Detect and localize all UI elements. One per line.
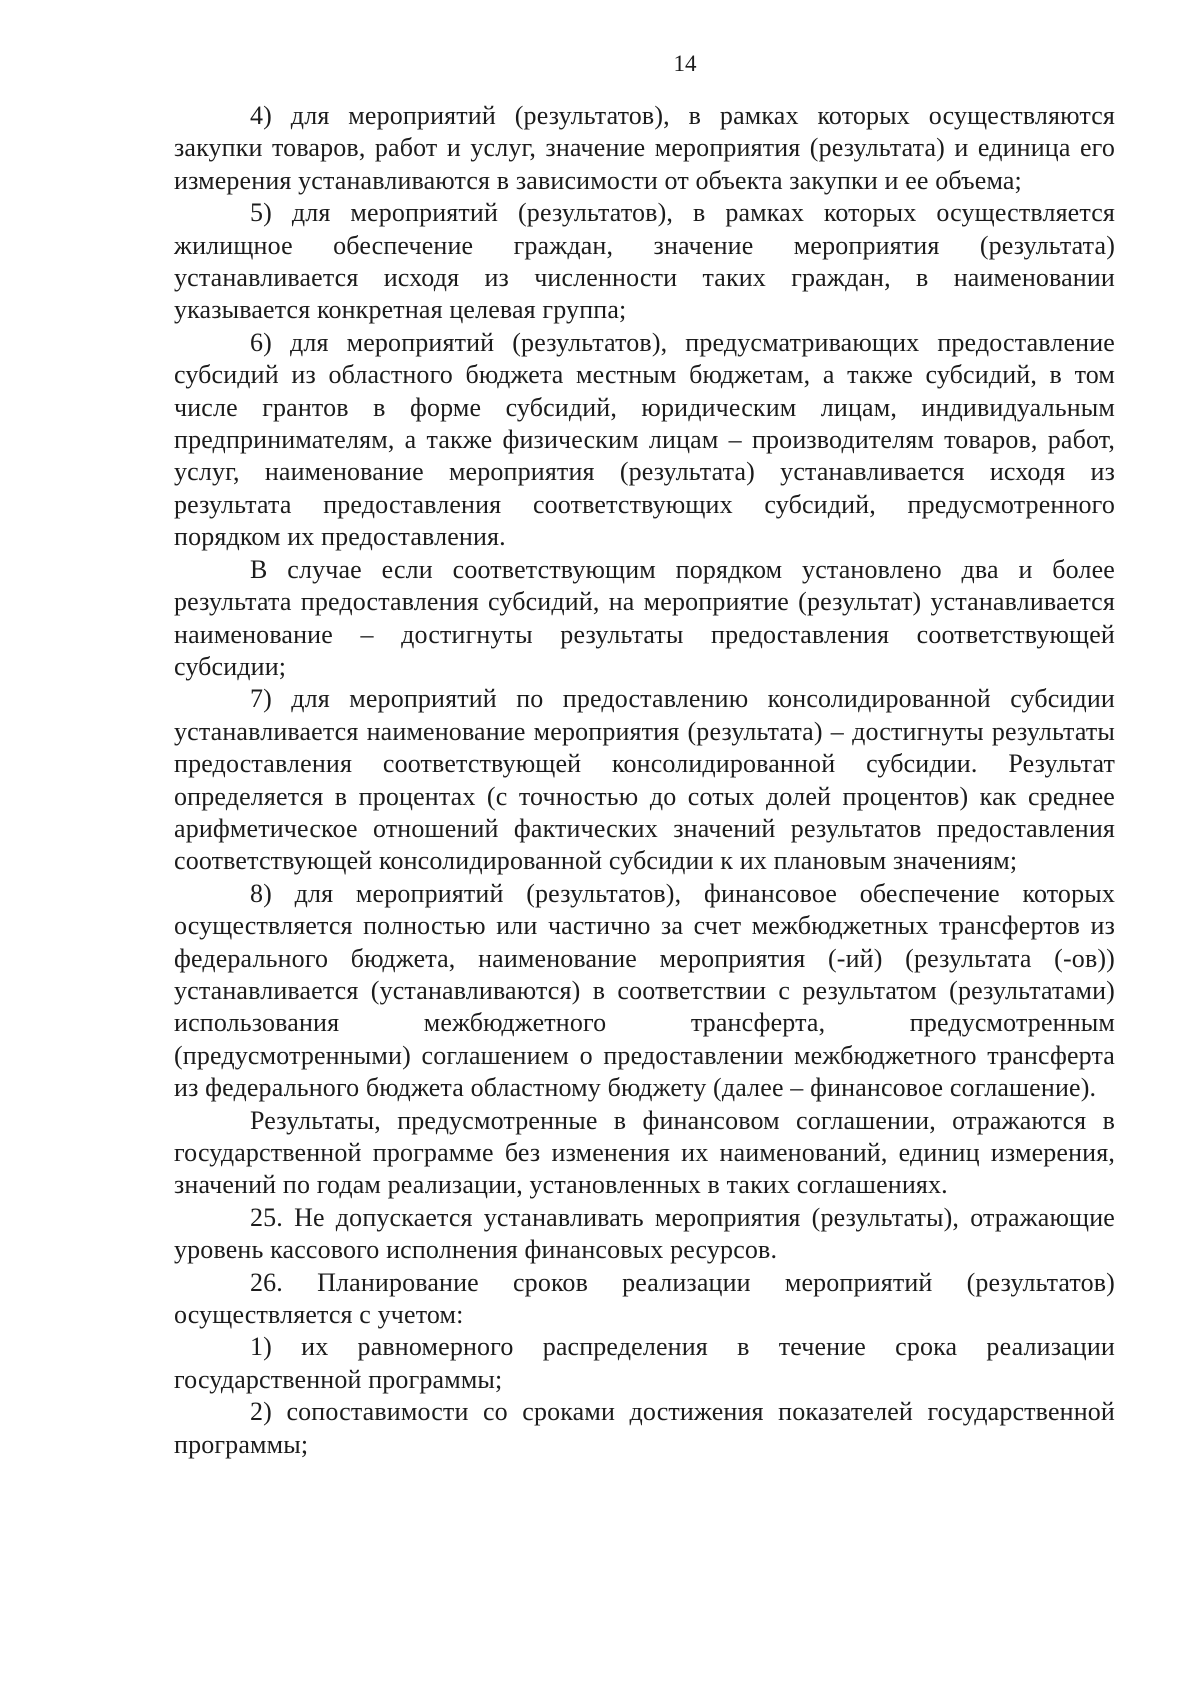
paragraph-item-8: 8) для мероприятий (результатов), финансовое обеспечение которых осуществляется полностью или частично за счет межбюджетных трансфертов из федерального бюджета, наименование мероприятия (-ий) (результата (-ов)) устанавливается (устанавливаются) в соответствии с результатом (результатами) использования межбюджетного трансферта, предусмотренным (предусмотренными) соглашением о предоставлении межбюджетного трансферта из федерального бюджета областному бюджету (далее – финансовое соглашение). [174,878,1115,1103]
paragraph-section-25: 25. Не допускается устанавливать мероприятия (результаты), отражающие уровень кассового исполнения финансовых ресурсов. [174,1202,1115,1265]
page-number: 14 [673,51,697,76]
document-body [174,100,1115,1461]
paragraph-item-4: 4) для мероприятий (результатов), в рамках которых осуществляются закупки товаров, работ и услуг, значение мероприятия (результата) и единица его измерения устанавливаются в зависимости от объекта закупки и ее объема; [174,101,1115,195]
paragraph-subsidy-results: В случае если соответствующим порядком установлено два и более результата предоставления субсидий, на мероприятие (результат) устанавливается наименование – достигнуты результаты предоставления соответствующей субсидии; [174,554,1115,681]
paragraph-section-26: 26. Планирование сроков реализации мероприятий (результатов) осуществляется с учетом: [174,1267,1115,1330]
paragraph-section-26-item-2: 2) сопоставимости со сроками достижения показателей государственной программы; [174,1397,1115,1459]
paragraph-item-6: 6) для мероприятий (результатов), предусматривающих предоставление субсидий из областного бюджета местным бюджетам, а также субсидий, в том числе грантов в форме субсидий, юридическим лицам, индивидуальным предпринимателям, а также физическим лицам – производителям товаров, работ, услуг, наименование мероприятия (результата) устанавливается исходя из результата предоставления соответствующих субсидий, предусмотренного порядком их предоставления. [174,327,1115,552]
paragraph-item-5: 5) для мероприятий (результатов), в рамках которых осуществляется жилищное обеспечение граждан, значение мероприятия (результата) устанавливается исходя из численности таких граждан, в наименовании указывается конкретная целевая группа; [174,198,1115,325]
paragraph-section-26-item-1: 1) их равномерного распределения в течение срока реализации государственной программы; [174,1332,1115,1394]
paragraph-item-7: 7) для мероприятий по предоставлению консолидированной субсидии устанавливается наименование мероприятия (результата) – достигнуты результаты предоставления соответствующей консолидированной субсидии. Результат определяется в процентах (с точностью до сотых долей процентов) как среднее арифметическое отношений фактических значений результатов предоставления соответствующей консолидированной субсидии к их плановым значениям; [174,684,1115,876]
paragraph-financial-agreement-results: Результаты, предусмотренные в финансовом соглашении, отражаются в государственной программе без изменения их наименований, единиц измерения, значений по годам реализации, установленных в таких соглашениях. [174,1105,1115,1200]
